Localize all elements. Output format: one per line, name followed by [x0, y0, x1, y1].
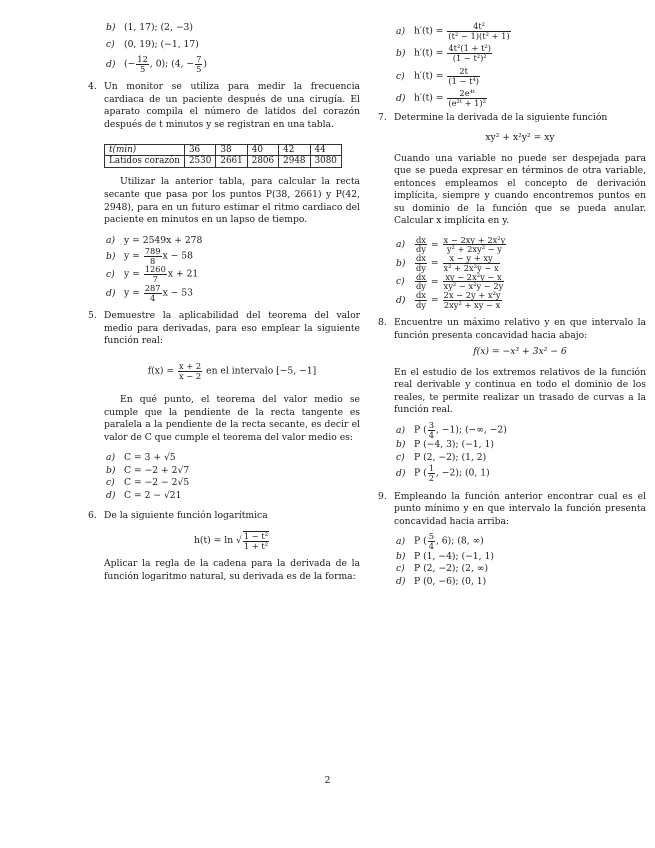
- option-text: C = 2 − √21: [124, 489, 182, 501]
- table-cell: t(min): [105, 144, 185, 156]
- q5-function: [88, 362, 360, 380]
- option-label: b): [106, 250, 116, 262]
- option-text: h′(t) =: [414, 92, 447, 104]
- table-cell: 3080: [310, 156, 341, 168]
- question-intro: Determine la derivada de la siguiente función: [394, 111, 608, 123]
- option-text: C = −2 + 2√7: [124, 464, 190, 476]
- option-label: c): [396, 451, 405, 463]
- option-label: b): [396, 439, 406, 451]
- question-intro: De la siguiente función logarítmica: [104, 510, 268, 522]
- fraction: $\frac{\text{2e⁴ᵗ}}{\text{(e²ᵗ + 1)²}}$: [448, 88, 486, 108]
- option-text: x − 53: [162, 287, 193, 299]
- q6-options: [378, 22, 646, 108]
- table-cell: 36: [184, 144, 215, 156]
- option-label: b): [396, 48, 406, 60]
- fraction: $\frac{1}{2}$: [428, 463, 434, 484]
- question-number: 9.: [378, 490, 387, 502]
- question-intro: Empleando la función anterior encontrar cual es el punto mínimo y en que intervalo la función presenta concavidad hacia arriba:: [394, 490, 646, 527]
- table-row: [105, 144, 342, 156]
- table-cell: 2661: [216, 156, 247, 168]
- fraction: $\frac{789}{8}$: [144, 246, 161, 266]
- fraction: $\frac{x + 2}{x - 2}$: [179, 360, 202, 381]
- q7-option-d: d) $\frac{dx}{dy}$ = $\frac{\text{2x − 2y + x²y}}{\text{2xy² + xy − x}}$: [396, 289, 501, 310]
- table-cell: 2806: [247, 156, 278, 168]
- fraction: $\frac{dx}{dy}$: [416, 289, 426, 310]
- option-label: c): [396, 70, 405, 82]
- option-text: P (: [414, 424, 427, 436]
- option-text: (−: [124, 58, 136, 70]
- question-intro: Un monitor se utiliza para medir la frecuencia cardiaca de un paciente después de una cirugía. El aparato compila el número de latidos del corazón después de t minutos y se registran en una tabla.: [104, 81, 360, 130]
- q6-function: [88, 531, 360, 550]
- q5-options: [88, 452, 360, 502]
- question-6: [88, 510, 360, 523]
- q9-option-a: [396, 532, 646, 550]
- option-text: P (: [414, 468, 427, 480]
- question-number: 5.: [88, 310, 97, 322]
- option-text: P (2, −2); (2, ∞): [414, 563, 489, 575]
- question-body: Aplicar la regla de la cadena para la derivada de la función logaritmo natural, su derivada es de la forma:: [104, 558, 360, 582]
- table-cell: 38: [216, 144, 247, 156]
- question-body: En qué punto, el teorema del valor medio se cumple que la pendiente de la recta tangente es paralela a la pendiente de la recta secante, es decir el valor de C que cumple el teorema del valor medio es:: [104, 394, 360, 443]
- option-text: (0, 19); (−1, 17): [124, 38, 199, 50]
- fraction: $\frac{\text{4t²(1 + t²)}}{\text{(1 − t²)²}}$: [448, 43, 491, 64]
- fraction: $\frac{\text{1 − t²}}{\text{1 + t²}}$: [243, 530, 269, 551]
- q4-option-c: [106, 265, 360, 283]
- q4-option-d: [106, 284, 360, 302]
- q8-equation: f(x) = −x³ + 3x² − 6: [473, 346, 567, 358]
- fraction: $\frac{2t}{\text{(1 − t⁴)}}$: [448, 65, 480, 86]
- q4-option-b: [106, 247, 360, 265]
- fraction: $\frac{x - y + xy}{\text{x² + 2x²y − x}}$: [443, 253, 499, 273]
- option-label: a): [396, 25, 406, 37]
- q8-body-wrap: [378, 367, 646, 417]
- table-cell: 42: [279, 144, 310, 156]
- fraction: $\frac{287}{4}$: [144, 282, 161, 303]
- question-intro: Demuestre la aplicabilidad del teorema del valor medio para derivadas, para eso emplear la siguiente función real:: [104, 310, 360, 347]
- q6-body-wrap: [88, 558, 360, 583]
- option-text: y =: [124, 287, 143, 299]
- option-label: a): [106, 452, 116, 464]
- fraction: $\frac{dx}{dy}$: [416, 234, 426, 255]
- q5-option-b: [106, 465, 360, 478]
- option-text: C = −2 − 2√5: [124, 477, 190, 489]
- option-label: d): [106, 287, 116, 299]
- q9-option-c: [396, 563, 646, 576]
- option-text: P (−4, 3); (−1, 1): [414, 439, 494, 451]
- fraction: $\frac{7}{5}$: [196, 54, 202, 74]
- option-text: h′(t) =: [414, 48, 447, 60]
- option-text: y = 2549x + 278: [124, 234, 203, 246]
- q8-option-d: [396, 464, 646, 482]
- fraction: $\frac{\text{xy − 2x²y − x}}{\text{xy² − x²y − 2y}}$: [443, 271, 504, 292]
- q6-option-a: [396, 22, 646, 40]
- q7-option-b: b) $\frac{dx}{dy}$ = $\frac{x - y + xy}{\text{x² + 2x²y − x}}$: [396, 253, 499, 273]
- question-number: 8.: [378, 317, 387, 329]
- question-body: Utilizar la anterior tabla, para calcular la recta secante que pasa por los puntos P(38, 2661) y P(42, 2948), para en un futuro estimar el ritmo cardiaco del paciente en minutos en un lapso de tiempo.: [104, 176, 360, 226]
- q9-option-b: [396, 551, 646, 564]
- page-number: 2: [324, 775, 331, 786]
- q3-option-c: [106, 39, 360, 52]
- q8-option-a: [396, 421, 646, 439]
- question-number: 6.: [88, 510, 97, 522]
- q6-option-d: [396, 89, 646, 107]
- fraction: $\frac{5}{4}$: [428, 531, 434, 552]
- left-column: [88, 22, 360, 583]
- option-text: (1, 17); (2, −3): [124, 22, 193, 33]
- option-label: d): [396, 575, 406, 587]
- fraction: $\frac{1260}{7}$: [144, 264, 166, 285]
- question-9: [378, 491, 646, 529]
- table-row: [105, 156, 342, 168]
- option-label: b): [106, 464, 116, 476]
- option-label: d): [396, 468, 406, 480]
- question-5: [88, 310, 360, 348]
- q7-equation: xy² + x²y² = xy: [485, 132, 555, 144]
- equation-text: f(x) =: [147, 365, 178, 377]
- q8-options: [378, 421, 646, 483]
- q5-option-c: [106, 477, 360, 490]
- option-text: , 0); (4, −: [149, 58, 195, 70]
- option-text: y =: [124, 269, 143, 281]
- option-label: d): [396, 92, 406, 104]
- fraction: $\frac{\text{4t²}}{\text{(t² − 1)(t² + 1)}}$: [448, 21, 510, 41]
- option-label: d): [396, 294, 406, 306]
- q7-options: [378, 236, 646, 310]
- q6-option-c: [396, 67, 646, 85]
- option-text: C = 3 + √5: [124, 452, 176, 464]
- option-text: , −1); (−∞, −2): [435, 424, 507, 436]
- option-label: c): [396, 276, 405, 288]
- option-label: a): [396, 536, 406, 548]
- question-body: Cuando una variable no puede ser despejada para que se pueda expresar en términos de otra variable, entonces empleamos el concepto de derivación implícita, siempre y cuando encontremos puntos en su dominio de la función que se pueda anular. Calcular x implícita en y.: [394, 152, 646, 227]
- fraction: $\frac{\text{x − 2xy + 2x²y}}{\text{y² + 2xy² − y}}$: [443, 234, 506, 255]
- q7-option-c: c) $\frac{dx}{dy}$ = $\frac{\text{xy − 2x²y − x}}{\text{xy² − x²y − 2y}}$: [396, 271, 504, 292]
- q4-options: [88, 235, 360, 303]
- table-cell: 44: [310, 144, 341, 156]
- option-text: y =: [124, 250, 143, 262]
- option-text: , 6); (8, ∞): [435, 536, 484, 548]
- option-label: a): [396, 424, 406, 436]
- q3-option-b: [106, 22, 360, 35]
- fraction: $\frac{3}{4}$: [428, 419, 434, 440]
- equation-text: h(t) = ln √: [193, 535, 242, 547]
- option-text: P (: [414, 536, 427, 548]
- option-text: P (0, −6); (0, 1): [414, 575, 487, 587]
- table-cell: 2948: [279, 156, 310, 168]
- fraction: $\frac{\text{2x − 2y + x²y}}{\text{2xy² + xy − x}}$: [443, 289, 501, 310]
- option-text: x + 21: [167, 269, 199, 281]
- question-4: [88, 81, 360, 131]
- q3-options: [88, 22, 360, 73]
- option-label: b): [396, 550, 406, 562]
- equation-text: en el intervalo [−5, −1]: [203, 365, 317, 377]
- option-label: c): [106, 269, 115, 281]
- option-text: h′(t) =: [414, 70, 447, 82]
- question-number: 4.: [88, 81, 97, 93]
- option-label: d): [106, 489, 116, 501]
- question-body: En el estudio de los extremos relativos de la función real derivable y continua en todo el dominio de los reales, te permite realizar un trasado de curvas a la función real.: [394, 366, 646, 416]
- right-column: [378, 22, 646, 588]
- q7-body-wrap: [378, 153, 646, 228]
- q5-option-a: [106, 452, 360, 465]
- table-cell: Latidos corazón: [105, 156, 185, 168]
- q8-option-b: [396, 439, 646, 452]
- option-text: P (1, −4); (−1, 1): [414, 550, 494, 562]
- option-label: c): [106, 38, 115, 50]
- option-text: ): [203, 58, 207, 70]
- option-label: c): [106, 477, 115, 489]
- option-label: b): [106, 22, 116, 33]
- option-label: a): [106, 234, 116, 246]
- option-label: d): [106, 58, 116, 70]
- q6-option-b: [396, 44, 646, 62]
- q5-option-d: [106, 490, 360, 503]
- table-cell: 2530: [184, 156, 215, 168]
- option-label: a): [396, 239, 406, 251]
- option-text: , −2); (0, 1): [435, 468, 490, 480]
- question-8: [378, 317, 646, 342]
- heart-rate-table: [104, 144, 342, 169]
- option-text: h′(t) =: [414, 25, 447, 37]
- q3-option-d: [106, 55, 360, 73]
- q9-options: [378, 532, 646, 588]
- option-label: c): [396, 563, 405, 575]
- fraction: $\frac{12}{5}$: [137, 54, 148, 74]
- fraction: $\frac{dx}{dy}$: [416, 271, 426, 292]
- table-cell: 40: [247, 144, 278, 156]
- option-text: x − 58: [162, 250, 193, 262]
- option-label: b): [396, 257, 406, 269]
- q7-option-a: a) $\frac{dx}{dy}$ = $\frac{\text{x − 2xy + 2x²y}}{\text{y² + 2xy² − y}}$: [396, 234, 506, 255]
- option-text: P (2, −2); (1, 2): [414, 451, 487, 463]
- question-7: [378, 112, 646, 125]
- q9-option-d: [396, 576, 646, 589]
- question-number: 7.: [378, 111, 387, 123]
- question-intro: Encuentre un máximo relativo y en que intervalo la función presenta concavidad hacia abajo:: [394, 317, 646, 341]
- fraction: $\frac{dx}{dy}$: [416, 253, 426, 273]
